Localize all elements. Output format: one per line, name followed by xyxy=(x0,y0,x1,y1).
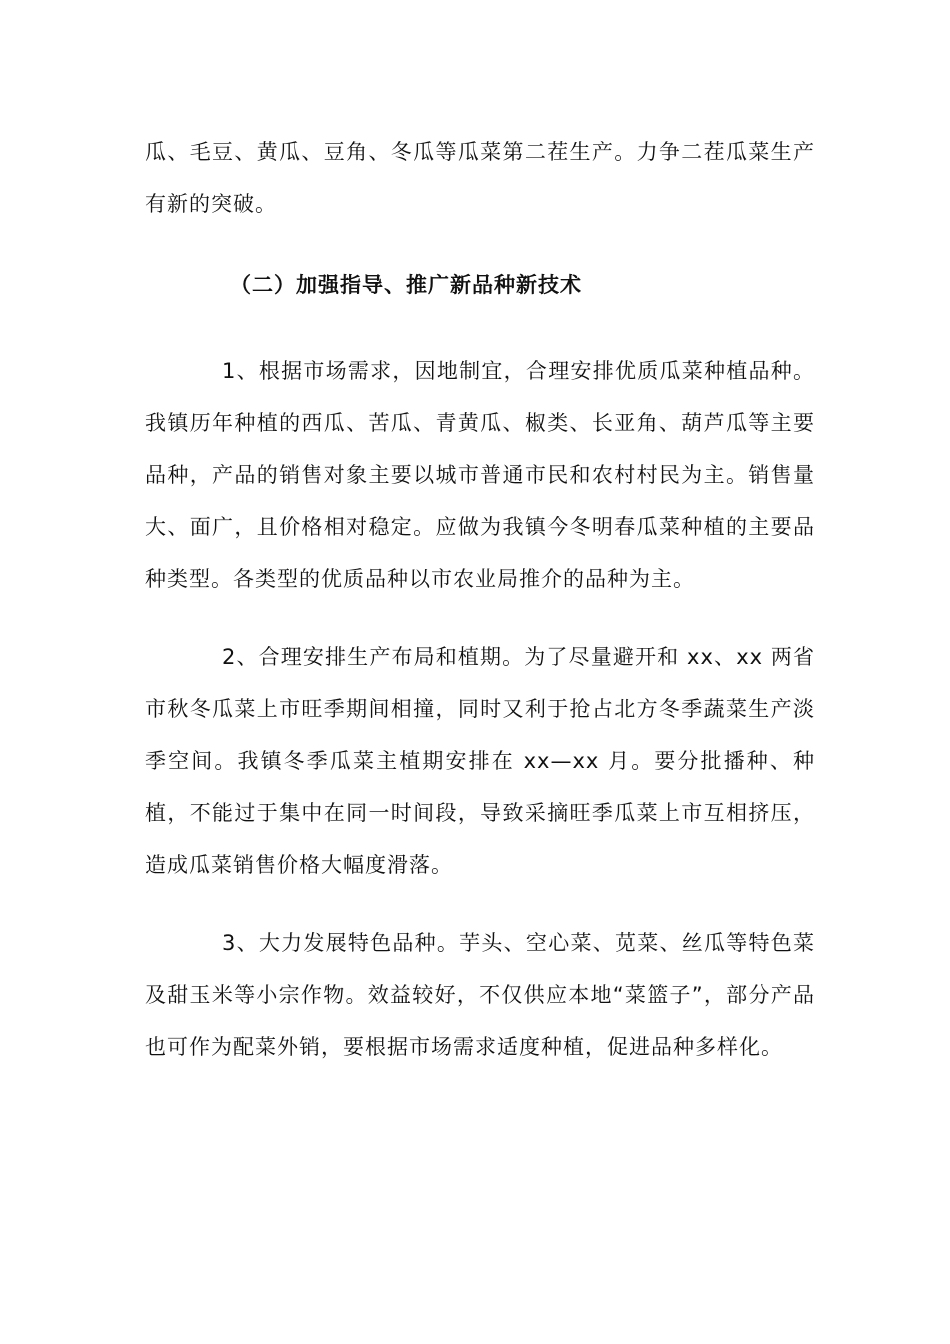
paragraph-continuation: 瓜、毛豆、黄瓜、豆角、冬瓜等瓜菜第二茬生产。力争二茬瓜菜生产有新的突破。 xyxy=(145,140,815,216)
paragraph-item-3: 3、大力发展特色品种。芋头、空心菜、苋菜、丝瓜等特色菜及甜玉米等小宗作物。效益较好，不仅供应本地“菜篮子”，部分产品也可作为配菜外销，要根据市场需求适度种植，促进品种多样化。 xyxy=(145,931,815,1059)
section-heading: （二）加强指导、推广新品种新技术 xyxy=(230,273,582,297)
paragraph-item-2: 2、合理安排生产布局和植期。为了尽量避开和 xx、xx 两省市秋冬瓜菜上市旺季期间相撞，同时又利于抢占北方冬季蔬菜生产淡季空间。我镇冬季瓜菜主植期安排在 xx—xx 月。要分批播种、种植，不能过于集中在同一时间段，导致采摘旺季瓜菜上市互相挤压，造成瓜菜销售价格大幅度滑落。 xyxy=(145,645,815,877)
paragraph-item-1: 1、根据市场需求，因地制宜，合理安排优质瓜菜种植品种。我镇历年种植的西瓜、苦瓜、青黄瓜、椒类、长亚角、葫芦瓜等主要品种，产品的销售对象主要以城市普通市民和农村村民为主。销售量大、面广，且价格相对稳定。应做为我镇今冬明春瓜菜种植的主要品种类型。各类型的优质品种以市农业局推介的品种为主。 xyxy=(145,359,815,591)
